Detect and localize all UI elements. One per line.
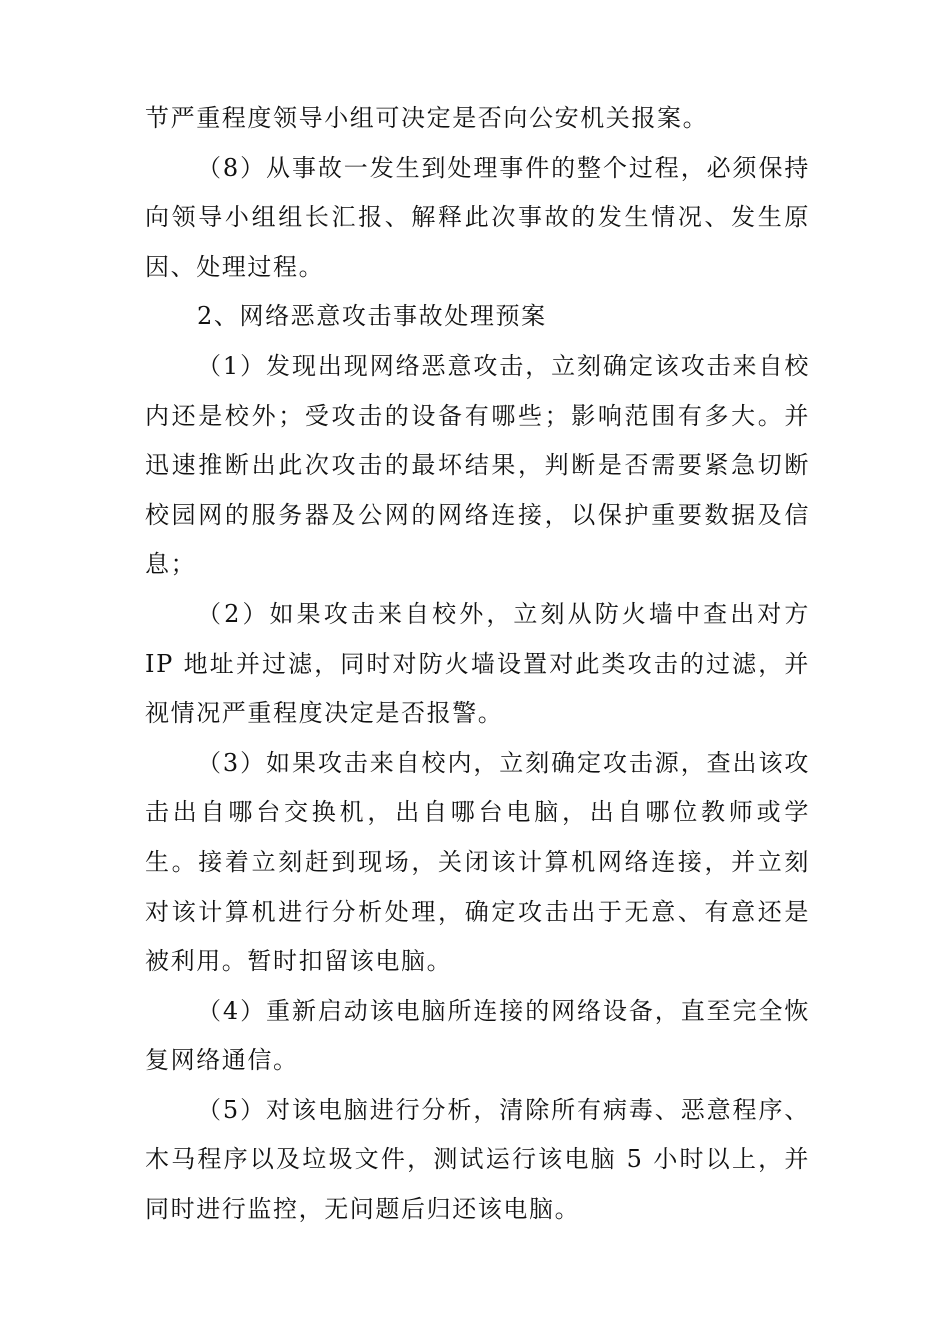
paragraph-continuation: 节严重程度领导小组可决定是否向公安机关报案。: [145, 104, 709, 132]
document-body: [145, 94, 820, 1235]
paragraph-item-1: （1）发现出现网络恶意攻击，立刻确定该攻击来自校内还是校外；受攻击的设备有哪些；影响范围有多大。并迅速推断出此次攻击的最坏结果，判断是否需要紧急切断校园网的服务器及公网的网络连接，以保护重要数据及信息；: [145, 351, 810, 579]
paragraph-item-2: （2）如果攻击来自校外，立刻从防火墙中查出对方 IP 地址并过滤，同时对防火墙设置对此类攻击的过滤，并视情况严重程度决定是否报警。: [145, 599, 820, 728]
paragraph-item-8: （8）从事故一发生到处理事件的整个过程，必须保持向领导小组组长汇报、解释此次事故的发生情况、发生原因、处理过程。: [145, 153, 810, 281]
section-heading-2: 2、网络恶意攻击事故处理预案: [197, 302, 547, 331]
paragraph-item-3: （3）如果攻击来自校内，立刻确定攻击源，查出该攻击出自哪台交换机，出自哪台电脑，出自哪位教师或学生。接着立刻赶到现场，关闭该计算机网络连接，并立刻对该计算机进行分析处理，确定攻击出于无意、有意还是被利用。暂时扣留该电脑。: [145, 748, 810, 976]
paragraph-item-4: （4）重新启动该电脑所连接的网络设备，直至完全恢复网络通信。: [145, 996, 810, 1075]
paragraph-item-5: （5）对该电脑进行分析，清除所有病毒、恶意程序、木马程序以及垃圾文件，测试运行该电脑 5 小时以上，并同时进行监控，无问题后归还该电脑。: [145, 1095, 810, 1224]
